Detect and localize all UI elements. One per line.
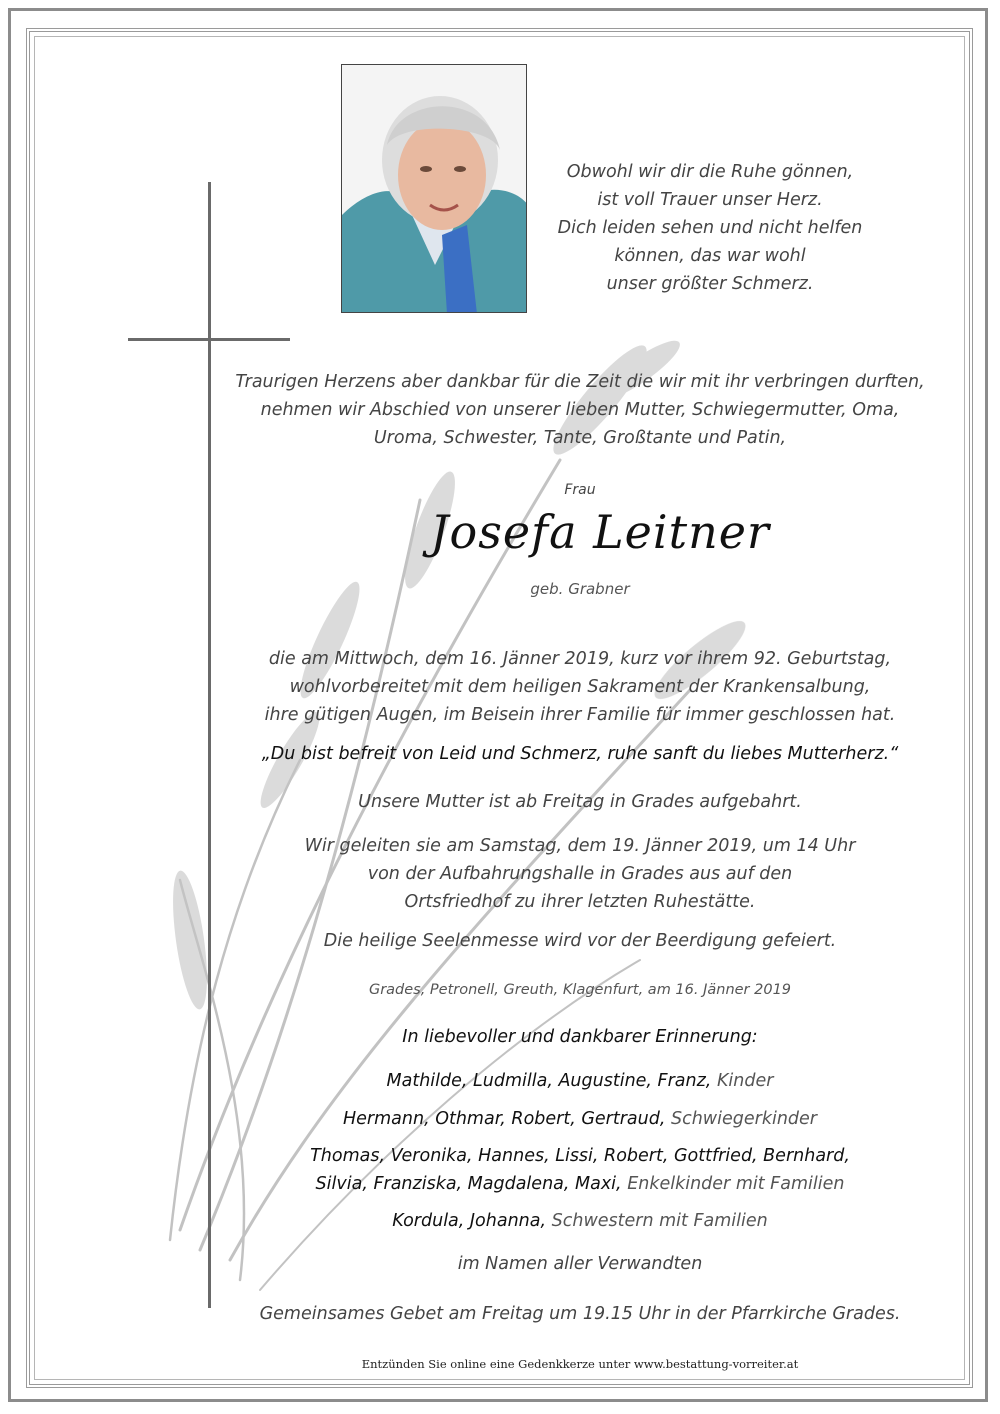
death-notice-line: wohlvorbereitet mit dem heiligen Sakrament der Krankensalbung,	[289, 677, 871, 697]
funeral-line: Wir geleiten sie am Samstag, dem 19. Jänner 2019, um 14 Uhr	[304, 836, 856, 856]
death-notice	[200, 645, 960, 729]
poem-line: Dich leiden sehen und nicht helfen	[557, 218, 863, 238]
intro-line: Traurigen Herzens aber dankbar für die Zeit die wir mit ihr verbringen durften,	[235, 372, 925, 392]
poem-line: Obwohl wir dir die Ruhe gönnen,	[566, 162, 854, 182]
family-children	[230, 1067, 930, 1095]
funeral-line: Ortsfriedhof zu ihrer letzten Ruhestätte.	[404, 892, 756, 912]
relatives-note: im Namen aller Verwandten	[457, 1254, 703, 1274]
memorial-poem	[540, 158, 880, 298]
death-notice-line: die am Mittwoch, dem 16. Jänner 2019, kurz vor ihrem 92. Geburtstag,	[268, 649, 892, 669]
family-names: Hermann, Othmar, Robert, Gertraud,	[343, 1109, 666, 1129]
deceased-name: Josefa Leitner	[430, 505, 770, 559]
family-sisters	[230, 1207, 930, 1235]
salutation: Frau	[564, 482, 596, 498]
portrait-photo	[341, 64, 527, 313]
family-names: Mathilde, Ludmilla, Augustine, Franz,	[386, 1071, 712, 1091]
lying-in-state-notice: Unsere Mutter ist ab Freitag in Grades aufgebahrt.	[358, 792, 802, 812]
family-names: Thomas, Veronika, Hannes, Lissi, Robert, Gottfried, Bernhard,	[310, 1146, 850, 1166]
prayer-notice: Gemeinsames Gebet am Freitag um 19.15 Uhr in der Pfarrkirche Grades.	[259, 1304, 901, 1324]
family-names: Silvia, Franziska, Magdalena, Maxi,	[315, 1174, 622, 1194]
family-relation: Kinder	[716, 1071, 774, 1091]
intro-line: Uroma, Schwester, Tante, Großtante und Patin,	[373, 428, 787, 448]
memorial-quote: „Du bist befreit von Leid und Schmerz, ruhe sanft du liebes Mutterherz.“	[261, 744, 899, 764]
family-names: Kordula, Johanna,	[392, 1211, 547, 1231]
birth-name: geb. Grabner	[530, 580, 630, 598]
mass-notice: Die heilige Seelenmesse wird vor der Beerdigung gefeiert.	[323, 931, 837, 951]
funeral-line: von der Aufbahrungshalle in Grades aus auf den	[367, 864, 793, 884]
poem-line: ist voll Trauer unser Herz.	[597, 190, 823, 210]
intro-line: nehmen wir Abschied von unserer lieben Mutter, Schwiegermutter, Oma,	[260, 400, 900, 420]
family-relation: Schwestern mit Familien	[551, 1211, 768, 1231]
family-grandchildren	[230, 1142, 930, 1198]
family-relation: Enkelkinder mit Familien	[627, 1174, 845, 1194]
family-in-laws	[230, 1105, 930, 1133]
place-and-date: Grades, Petronell, Greuth, Klagenfurt, am 16. Jänner 2019	[368, 982, 792, 998]
poem-line: unser größter Schmerz.	[606, 274, 814, 294]
death-notice-line: ihre gütigen Augen, im Beisein ihrer Familie für immer geschlossen hat.	[264, 705, 896, 725]
intro-paragraph	[210, 368, 950, 452]
funeral-notice	[240, 832, 920, 916]
cross-horizontal-bar	[128, 338, 290, 341]
footer-website-note: Entzünden Sie online eine Gedenkkerze unter www.bestattung-vorreiter.at	[361, 1357, 799, 1371]
family-relation: Schwiegerkinder	[670, 1109, 817, 1129]
poem-line: können, das war wohl	[614, 246, 806, 266]
remembrance-heading: In liebevoller und dankbarer Erinnerung:	[402, 1027, 758, 1047]
